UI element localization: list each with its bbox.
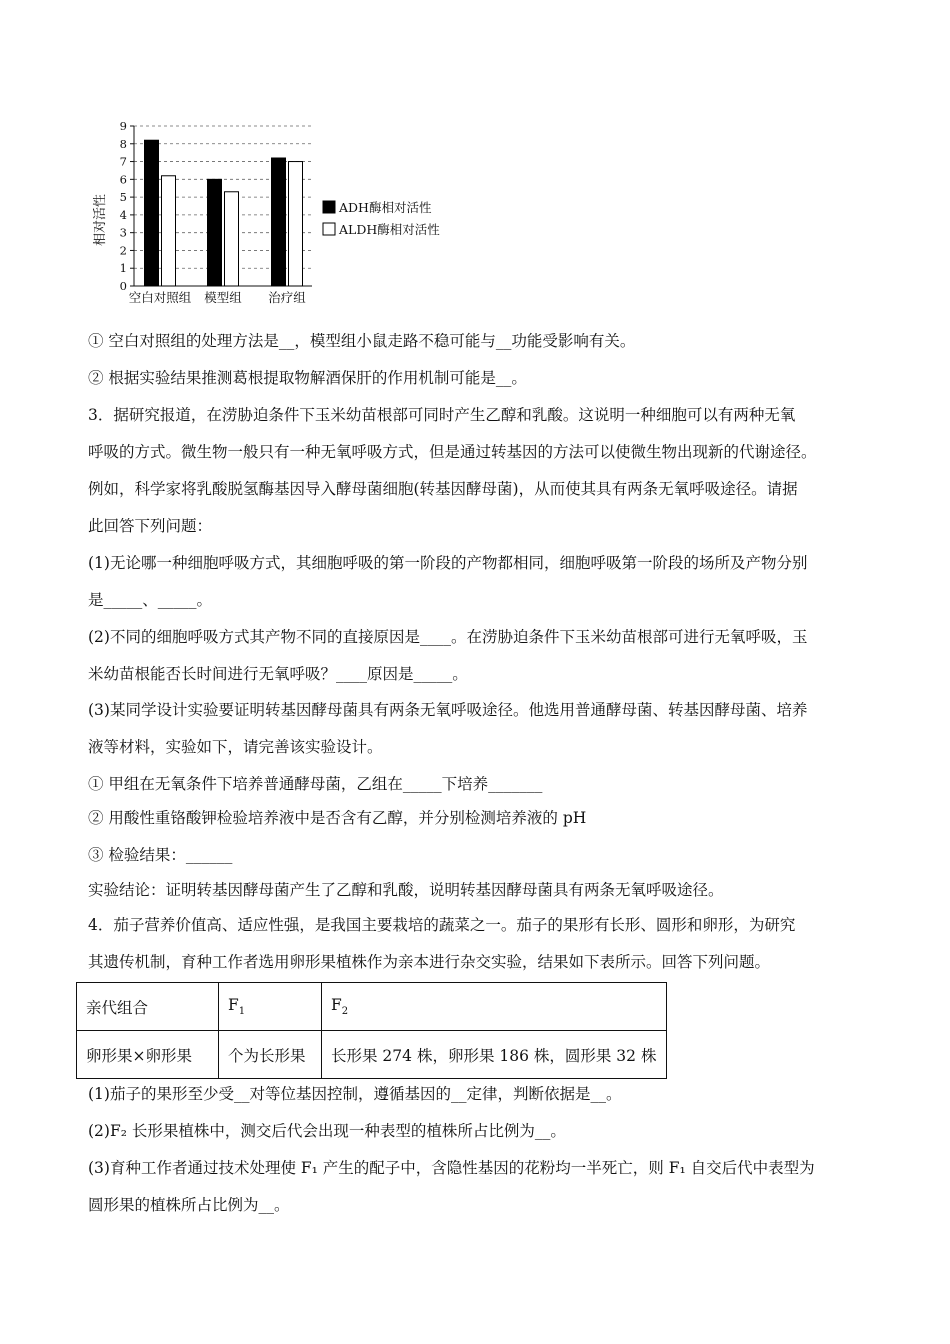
- bar-adh-2: [272, 158, 286, 286]
- text-line: 是_____、_____。: [88, 591, 213, 609]
- text-line: 呼吸的方式。微生物一般只有一种无氧呼吸方式，但是通过转基因的方法可以使微生物出现新的代谢途径。: [88, 443, 817, 461]
- bar-adh-1: [208, 179, 222, 286]
- x-category-label: 模型组: [204, 290, 242, 305]
- text-line: ① 空白对照组的处理方法是__，模型组小鼠走路不稳可能与__功能受影响有关。: [88, 332, 636, 350]
- table-cell: 个为长形果: [219, 1031, 322, 1079]
- text-line: 4．茄子营养价值高、适应性强，是我国主要栽培的蔬菜之一。茄子的果形有长形、圆形和卵形，为研究: [88, 916, 796, 934]
- x-axis-categories: [129, 290, 307, 305]
- text-line: ② 根据实验结果推测葛根提取物解酒保肝的作用机制可能是__。: [88, 369, 527, 387]
- text-line: (3)育种工作者通过技术处理使 F₁ 产生的配子中，含隐性基因的花粉均一半死亡，则 F₁ 自交后代中表型为: [88, 1159, 815, 1177]
- text-line: 其遗传机制，育种工作者选用卵形果植株作为亲本进行杂交实验，结果如下表所示。回答下列问题。: [88, 953, 771, 971]
- text-line: 实验结论：证明转基因酵母菌产生了乙醇和乳酸，说明转基因酵母菌具有两条无氧呼吸途径。: [88, 881, 724, 899]
- y-tick-label: 8: [119, 136, 127, 151]
- legend-label-aldh: ALDH酶相对活性: [339, 222, 440, 237]
- text-line: 液等材料，实验如下，请完善该实验设计。: [88, 738, 383, 756]
- table-row: [77, 1031, 667, 1079]
- text-line: 此回答下列问题：: [88, 517, 213, 535]
- text-line: ① 甲组在无氧条件下培养普通酵母菌，乙组在_____下培养_______: [88, 775, 543, 793]
- table-cell: 长形果 274 株，卵形果 186 株，圆形果 32 株: [322, 1031, 667, 1079]
- y-tick-label: 5: [119, 190, 127, 205]
- y-tick-label: 2: [119, 243, 127, 258]
- text-line: (1)无论哪一种细胞呼吸方式，其细胞呼吸的第一阶段的产物都相同，细胞呼吸第一阶段的场所及产物分别: [88, 554, 808, 572]
- table-cell: 卵形果×卵形果: [77, 1031, 219, 1079]
- cross-result-table: [76, 982, 667, 1079]
- table-header: 亲代组合: [77, 983, 219, 1031]
- enzyme-activity-bar-chart: [82, 112, 462, 312]
- bar-aldh-1: [225, 192, 239, 286]
- text-line: 米幼苗根能否长时间进行无氧呼吸？____原因是_____。: [88, 665, 468, 683]
- x-category-label: 治疗组: [268, 290, 306, 305]
- y-tick-label: 3: [119, 225, 127, 240]
- text-line: (2)F₂ 长形果植株中，测交后代会出现一种表型的植株所占比例为__。: [88, 1122, 566, 1140]
- y-axis-label: 相对活性: [93, 193, 108, 247]
- text-line: 3．据研究报道，在涝胁迫条件下玉米幼苗根部可同时产生乙醇和乳酸。这说明一种细胞可以有两种无氧: [88, 406, 796, 424]
- y-tick-label: 7: [119, 154, 127, 169]
- text-line: (1)茄子的果形至少受__对等位基因控制，遵循基因的__定律，判断依据是__。: [88, 1085, 622, 1103]
- text-line: ③ 检验结果：______: [88, 846, 233, 864]
- text-line: ② 用酸性重铬酸钾检验培养液中是否含有乙醇，并分别检测培养液的 pH: [88, 809, 587, 827]
- y-tick-label: 1: [119, 261, 127, 276]
- y-tick-label: 4: [119, 207, 127, 222]
- y-tick-label: 0: [119, 279, 127, 293]
- bar-aldh-0: [162, 176, 176, 286]
- text-line: 圆形果的植株所占比例为__。: [88, 1196, 290, 1214]
- y-tick-label: 9: [119, 119, 127, 133]
- legend-label-adh: ADH酶相对活性: [339, 200, 432, 215]
- table-header: $F_2$: [322, 983, 667, 1031]
- text-line: (2)不同的细胞呼吸方式其产物不同的直接原因是____。在涝胁迫条件下玉米幼苗根部可进行无氧呼吸，玉: [88, 628, 808, 646]
- bar-aldh-2: [289, 162, 303, 286]
- table-row: [77, 983, 667, 1031]
- text-line: (3)某同学设计实验要证明转基因酵母菌具有两条无氧呼吸途径。他选用普通酵母菌、转基因酵母菌、培养: [88, 701, 808, 719]
- chart-legend: [323, 200, 440, 237]
- text-line: 例如，科学家将乳酸脱氢酶基因导入酵母菌细胞(转基因酵母菌)，从而使其具有两条无氧呼吸途径。请据: [88, 480, 798, 498]
- y-tick-label: 6: [119, 172, 127, 187]
- chart-bars: [145, 140, 303, 286]
- legend-swatch-aldh: [323, 223, 335, 235]
- bar-adh-0: [145, 140, 159, 286]
- x-category-label: 空白对照组: [128, 290, 192, 305]
- legend-swatch-adh: [323, 201, 335, 213]
- table-header: $F_1$: [219, 983, 322, 1031]
